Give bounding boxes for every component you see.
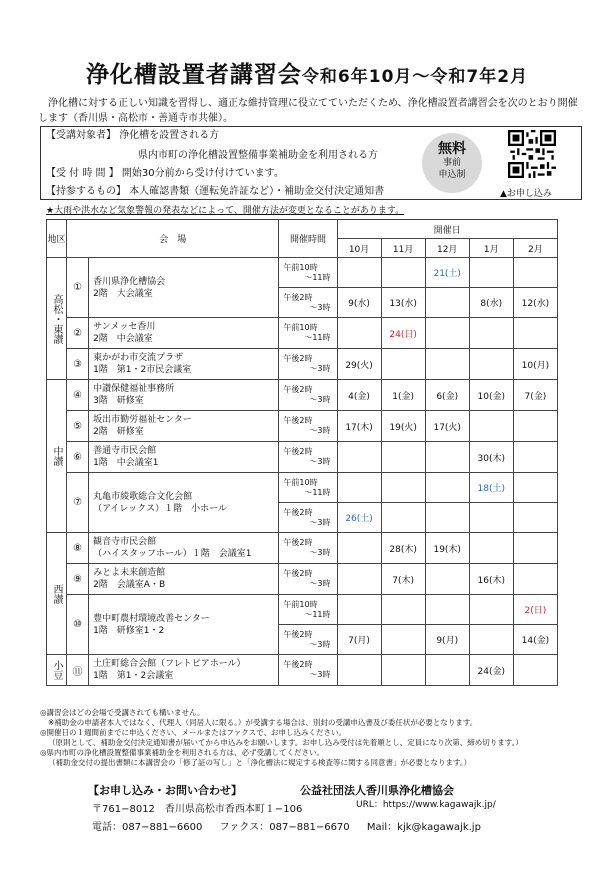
target-value-1: 浄化槽を設置される方 [119, 130, 220, 141]
venue-cell [89, 349, 279, 380]
date-cell: 1(金) [381, 380, 425, 411]
venue-room: 1階 第1・2市民会議室 [93, 365, 192, 375]
table-row [47, 564, 558, 595]
time-cell [279, 349, 337, 380]
date-cell [513, 473, 557, 503]
date-cell: 17(火) [425, 411, 469, 442]
website-link[interactable]: URL：https://www.kagawajk.jp/ [356, 800, 496, 810]
table-row [47, 258, 558, 288]
table-row [47, 595, 558, 625]
phone-number[interactable]: 電話：087−881−6600 [92, 822, 203, 833]
date-cell [337, 533, 381, 564]
contact-line [92, 818, 481, 833]
time-start: 午前10時 [283, 323, 318, 332]
time-start: 午後2時 [283, 354, 313, 363]
time-cell [279, 288, 337, 318]
date-cell: 10(月) [513, 349, 557, 380]
intro-text: 浄化槽に対する正しい知識を習得し、適正な維持管理に役立てていただくため、浄化槽設置者講習会を次のとおり開催します（香川県・高松市・善通寺市共催）。 [38, 98, 578, 124]
venue-cell [89, 655, 279, 686]
header-venue: 会 場 [67, 220, 279, 258]
date-cell: 21(土) [425, 258, 469, 288]
date-cell [337, 655, 381, 686]
date-cell [337, 473, 381, 503]
time-cell [279, 258, 337, 288]
region-cell [47, 655, 67, 686]
target-label: 【受講対象者】 [46, 130, 116, 141]
venue-number: ⑥ [67, 442, 89, 473]
venue-room: 1階 中会議室1 [93, 458, 159, 468]
venue-cell [89, 258, 279, 318]
venue-number: ⑪ [67, 655, 89, 686]
date-cell [513, 318, 557, 349]
date-cell [381, 473, 425, 503]
date-cell [513, 258, 557, 288]
time-end: 〜11時 [304, 333, 331, 342]
time-cell [279, 411, 337, 442]
note: ◎講習会はどの会場で受講されても構いません。 [40, 708, 205, 717]
time-start: 午後2時 [283, 507, 313, 517]
page-title [0, 56, 614, 89]
time-end: 〜3時 [309, 517, 331, 527]
date-cell: 13(水) [381, 288, 425, 318]
header-month: 2月 [513, 239, 557, 258]
table-row [47, 380, 558, 411]
venue-number: ⑧ [67, 533, 89, 564]
table-row [47, 349, 558, 380]
date-cell [337, 595, 381, 625]
time-start: 午後2時 [283, 447, 313, 456]
time-start: 午後2時 [283, 292, 313, 302]
date-cell: 29(火) [337, 349, 381, 380]
date-cell: 9(水) [337, 288, 381, 318]
date-cell: 24(日) [381, 318, 425, 349]
venue-name: みとよ未来創造館 [93, 568, 166, 578]
date-cell [469, 503, 513, 533]
venue-name: 東かがわ市交流プラザ [93, 353, 184, 363]
venue-room: 2階 中会議室 [93, 334, 153, 344]
date-cell [337, 258, 381, 288]
venue-name: 香川県浄化槽協会 [93, 276, 166, 287]
date-cell [469, 258, 513, 288]
date-cell: 7(金) [513, 380, 557, 411]
date-cell: 12(水) [513, 288, 557, 318]
badge-line-2: 事前 [442, 158, 461, 168]
date-cell [513, 411, 557, 442]
venue-name: サンメッセ香川 [93, 322, 156, 332]
time-cell [279, 318, 337, 349]
time-start: 午後2時 [283, 660, 313, 669]
table-row [47, 473, 558, 503]
time-start: 午後2時 [283, 629, 313, 639]
note: （原則として、補助金交付決定通知書が届いてから申込みをお願いします。お申し込み受付は先着順とし、定員になり次第、締め切ります。） [48, 738, 523, 747]
time-end: 〜3時 [309, 457, 331, 466]
region-label: 高松・東讃 [51, 293, 63, 344]
date-cell: 8(水) [469, 288, 513, 318]
date-cell: 7(月) [337, 625, 381, 655]
date-cell: 28(木) [381, 533, 425, 564]
venue-name: 丸亀市綾歌総合文化会館 [93, 491, 193, 502]
contact-title: 【お申し込み・お問い合わせ】 [88, 784, 242, 797]
free-label: 無料 [438, 141, 466, 157]
venue-cell [89, 533, 279, 564]
date-cell [381, 442, 425, 473]
date-cell [425, 442, 469, 473]
title-period: 令和6年10月〜令和7年2月 [301, 67, 529, 87]
date-cell: 6(金) [425, 380, 469, 411]
region-cell [47, 533, 67, 655]
venue-room: 3階 研修室 [93, 396, 144, 406]
venue-name: 土庄町総合会館（フレトピアホール） [93, 659, 246, 669]
venue-cell [89, 564, 279, 595]
venue-number: ② [67, 318, 89, 349]
date-cell [513, 564, 557, 595]
header-month: 12月 [425, 239, 469, 258]
venue-number: ① [67, 258, 89, 318]
venue-name: 善通寺市民会館 [93, 446, 157, 456]
date-cell [425, 595, 469, 625]
date-cell: 26(土) [337, 503, 381, 533]
venue-name: 豊中町農村環境改善センター [93, 613, 210, 624]
date-cell [337, 564, 381, 595]
header-time: 開催時間 [279, 220, 337, 258]
weather-warning: ★大雨や洪水など気象警報の発表などによって、開催方法が変更となることがあります。 [46, 206, 405, 216]
postal-address: 〒761−8012 香川県高松市香西本町１−106 [92, 804, 303, 815]
time-start: 午前10時 [283, 477, 318, 487]
date-cell [513, 442, 557, 473]
venue-name: 中讃保健福祉事務所 [93, 384, 175, 394]
time-cell [279, 473, 337, 503]
note: ※補助金の申請者本人ではなく、代理人（同居人に限る。）が受講する場合は、別封の受講申込書及び委任状が必要となります。 [48, 718, 478, 727]
venue-cell [89, 442, 279, 473]
time-end: 〜3時 [309, 364, 331, 373]
date-cell [425, 473, 469, 503]
venue-name: 観音寺市民会館 [93, 537, 157, 547]
date-cell: 30(木) [469, 442, 513, 473]
date-cell: 24(金) [469, 655, 513, 686]
venue-number: ③ [67, 349, 89, 380]
table-row [47, 318, 558, 349]
venue-room: 2階 会議室A・B [93, 580, 166, 590]
venue-room: （ハイスタッフホール）１階 会議室1 [93, 549, 252, 559]
time-cell [279, 380, 337, 411]
date-cell [337, 442, 381, 473]
region-cell [47, 380, 67, 533]
time-end: 〜3時 [309, 639, 331, 649]
time-end: 〜3時 [309, 426, 331, 435]
venue-number: ④ [67, 380, 89, 411]
time-start: 午前10時 [283, 262, 318, 272]
time-row [46, 167, 284, 181]
date-cell: 2(日) [513, 595, 557, 625]
time-start: 午後2時 [283, 416, 313, 425]
time-start: 午後2時 [283, 569, 313, 578]
time-value: 開始30分前から受け付けています。 [121, 168, 284, 179]
venue-number: ⑤ [67, 411, 89, 442]
date-cell [469, 318, 513, 349]
header-month: 1月 [469, 239, 513, 258]
time-start: 午後2時 [283, 538, 313, 547]
time-label: 【受 付 時 間 】 [46, 168, 119, 179]
time-end: 〜11時 [304, 272, 331, 282]
time-cell [279, 595, 337, 625]
target-row [46, 129, 219, 143]
venue-cell [89, 318, 279, 349]
target-row-2: 県内市町の浄化槽設置整備事業補助金を利用される方 [138, 150, 378, 161]
qr-code-icon[interactable] [508, 130, 556, 178]
organization-name: 公益社団法人香川県浄化槽協会 [300, 784, 454, 797]
venue-cell [89, 473, 279, 533]
date-cell [381, 655, 425, 686]
date-cell [425, 349, 469, 380]
bring-value: 本人確認書類（運転免許証など）・補助金交付決定通知書 [129, 186, 385, 197]
date-cell [425, 318, 469, 349]
region-label: 西讃 [51, 583, 63, 604]
table-row [47, 411, 558, 442]
time-cell [279, 564, 337, 595]
note: ◎開催日の１週間前までに申込ください、メールまたはファクスで、お申し込みください。 [40, 728, 347, 737]
time-end: 〜3時 [309, 579, 331, 588]
date-cell [469, 349, 513, 380]
region-label: 中讃 [51, 446, 63, 466]
date-cell [381, 625, 425, 655]
title-main: 浄化槽設置者講習会 [85, 62, 302, 88]
bring-label: 【持参するもの】 [46, 186, 126, 197]
venue-name: 坂出市勤労福祉センター [93, 415, 192, 425]
date-cell: 19(火) [381, 411, 425, 442]
venue-room: （アイレックス）１階 小ホール [93, 503, 227, 514]
venue-room: 2階 研修室 [93, 427, 144, 437]
time-cell [279, 442, 337, 473]
time-cell [279, 655, 337, 686]
date-cell [381, 349, 425, 380]
time-cell [279, 625, 337, 655]
time-start: 午後2時 [283, 385, 313, 394]
date-cell [381, 595, 425, 625]
free-badge [422, 133, 482, 193]
note: （補助金交付の提出書類に本講習会の「修了証の写し」と「浄化槽法に規定する検査等に関する同意書」が必要となります。） [48, 758, 472, 767]
date-cell: 14(金) [513, 625, 557, 655]
date-cell [381, 258, 425, 288]
date-cell [425, 503, 469, 533]
venue-number: ⑩ [67, 595, 89, 655]
qr-label[interactable]: ▲お申し込み [500, 189, 552, 199]
date-cell: 10(金) [469, 380, 513, 411]
time-end: 〜3時 [309, 548, 331, 557]
venue-cell [89, 411, 279, 442]
bring-row [46, 185, 384, 199]
venue-number: ⑨ [67, 564, 89, 595]
date-cell: 16(木) [469, 564, 513, 595]
header-month: 11月 [381, 239, 425, 258]
note: ◎県内市町の浄化槽設置整備事業補助金を利用される方は、必ず受講してください。 [40, 748, 325, 757]
date-cell [469, 595, 513, 625]
venue-number: ⑦ [67, 473, 89, 533]
fax-number: ファクス：087−881−6670 [219, 822, 350, 833]
date-cell [469, 533, 513, 564]
date-cell [425, 288, 469, 318]
header-region: 地区 [47, 220, 67, 258]
date-cell [469, 411, 513, 442]
time-end: 〜3時 [309, 302, 331, 312]
table-row [47, 533, 558, 564]
date-cell [337, 318, 381, 349]
time-cell [279, 503, 337, 533]
time-end: 〜11時 [304, 609, 331, 619]
date-cell: 7(木) [381, 564, 425, 595]
venue-room: 2階 大会議室 [93, 288, 153, 299]
venue-cell [89, 380, 279, 411]
venue-cell [89, 595, 279, 655]
header-date: 開催日 [337, 220, 557, 239]
date-cell: 18(土) [469, 473, 513, 503]
date-cell [469, 625, 513, 655]
table-row [47, 655, 558, 686]
time-start: 午前10時 [283, 599, 318, 609]
schedule-table [46, 219, 558, 686]
date-cell [513, 533, 557, 564]
time-end: 〜11時 [304, 487, 331, 497]
venue-room: 1階 第1・2会議室 [93, 671, 174, 681]
date-cell [513, 655, 557, 686]
date-cell [513, 503, 557, 533]
date-cell: 4(金) [337, 380, 381, 411]
date-cell: 19(木) [425, 533, 469, 564]
time-end: 〜3時 [309, 670, 331, 679]
header-month: 10月 [337, 239, 381, 258]
region-label: 小豆 [51, 660, 63, 680]
region-cell [47, 258, 67, 380]
date-cell [381, 503, 425, 533]
badge-line-3: 申込制 [438, 170, 466, 180]
date-cell [425, 564, 469, 595]
venue-room: 1階 研修室1・2 [93, 625, 165, 636]
notes [40, 708, 580, 768]
time-cell [279, 533, 337, 564]
date-cell [425, 655, 469, 686]
time-end: 〜3時 [309, 395, 331, 404]
date-cell: 9(月) [425, 625, 469, 655]
email-link[interactable]: Mail：kjk@kagawajk.jp [366, 822, 481, 833]
table-row [47, 442, 558, 473]
date-cell: 17(木) [337, 411, 381, 442]
